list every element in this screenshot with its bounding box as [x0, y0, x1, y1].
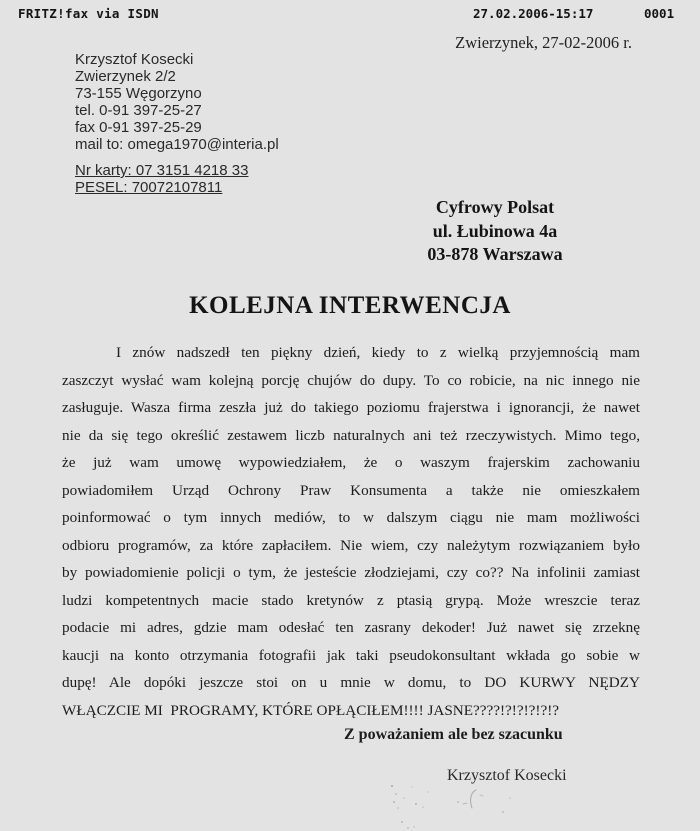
fax-app-name: FRITZ!fax via ISDN	[18, 6, 159, 21]
sender-pesel: PESEL: 70072107811	[75, 179, 223, 196]
signature-name: Krzysztof Kosecki	[447, 767, 567, 784]
body-line: nie da się tego określić zestawem liczb naturalnych ani też rzeczywistych. Mimo tego,	[62, 426, 640, 444]
body-line: odbioru programów, za które zapłaciłem. Nie wiem, czy należytym rozwiązaniem było	[62, 536, 640, 554]
recipient-city: 03-878 Warszawa	[427, 244, 563, 264]
recipient-street: ul. Łubinowa 4a	[432, 220, 558, 241]
body-line: by powiadomienie policji o tym, że jesteście złodziejami, czy co?? Na infolinii zamiast	[62, 564, 640, 581]
fax-header	[0, 0, 700, 24]
letter-title: KOLEJNA INTERWENCJA	[189, 292, 511, 319]
body-line: WŁĄCZCIE MI PROGRAMY, KTÓRE OPŁĄCIŁEM!!!! JASNE????!?!?!?!?!?	[62, 701, 559, 719]
handwritten-signature-marks	[368, 778, 588, 831]
sender-email: mail to: omega1970@interia.pl	[75, 136, 279, 153]
place-date-line: Zwierzynek, 27-02-2006 r.	[455, 33, 632, 52]
recipient-block	[380, 196, 610, 267]
sender-name: Krzysztof Kosecki	[75, 51, 194, 68]
body-line: podacie mi adres, gdzie mam odesłać ten zasrany dekoder! Już nawet się zrzeknę	[62, 619, 640, 636]
sender-card-number: Nr karty: 07 3151 4218 33	[75, 162, 249, 179]
body-line: że już wam umowę wypowiedziałem, że o waszym frajerskim zachowaniu	[62, 454, 640, 471]
body-line: zasługuje. Wasza firma zeszła już do takiego poziomu frajerstwa i ignorancji, że nawet	[62, 399, 640, 416]
sender-street: Zwierzynek 2/2	[75, 68, 176, 85]
body-line: zaszczyt wysłać wam kolejną porcję chujów do dupy. To co robicie, na nic innego nie	[62, 371, 640, 389]
body-line: ludzi kompetentnych macie stado kretynów z ptasią grypą. Może wreszcie teraz	[62, 591, 640, 609]
body-line: I znów nadszedł ten piękny dzień, kiedy to z wielką przyjemnością mam	[116, 344, 640, 361]
body-line: powiadomiłem Urząd Ochrony Praw Konsumenta a także nie omieszkałem	[62, 481, 640, 499]
body-line: dupę! Ale dopóki jeszcze stoi on u mnie w domu, to DO KURWY NĘDZY	[62, 674, 640, 691]
fax-datetime: 27.02.2006-15:17	[473, 6, 594, 21]
letter-body	[62, 339, 640, 724]
sender-ids	[75, 162, 279, 196]
sender-phone: tel. 0-91 397-25-27	[75, 102, 202, 119]
body-line: kaucji na konto otrzymania fotografii jak taki pseudokonsultant wkłada go sobie w	[62, 646, 640, 664]
recipient-name: Cyfrowy Polsat	[435, 197, 555, 217]
body-line: poinformować o tym innych mediów, to w dalszym ciągu nie mam możliwości	[62, 509, 640, 526]
sender-city: 73-155 Węgorzyno	[75, 85, 202, 102]
sender-block	[75, 51, 279, 196]
sender-fax: fax 0-91 397-25-29	[75, 119, 202, 136]
fax-page-number: 0001	[644, 6, 675, 21]
closing-line: Z poważaniem ale bez szacunku	[344, 726, 563, 743]
